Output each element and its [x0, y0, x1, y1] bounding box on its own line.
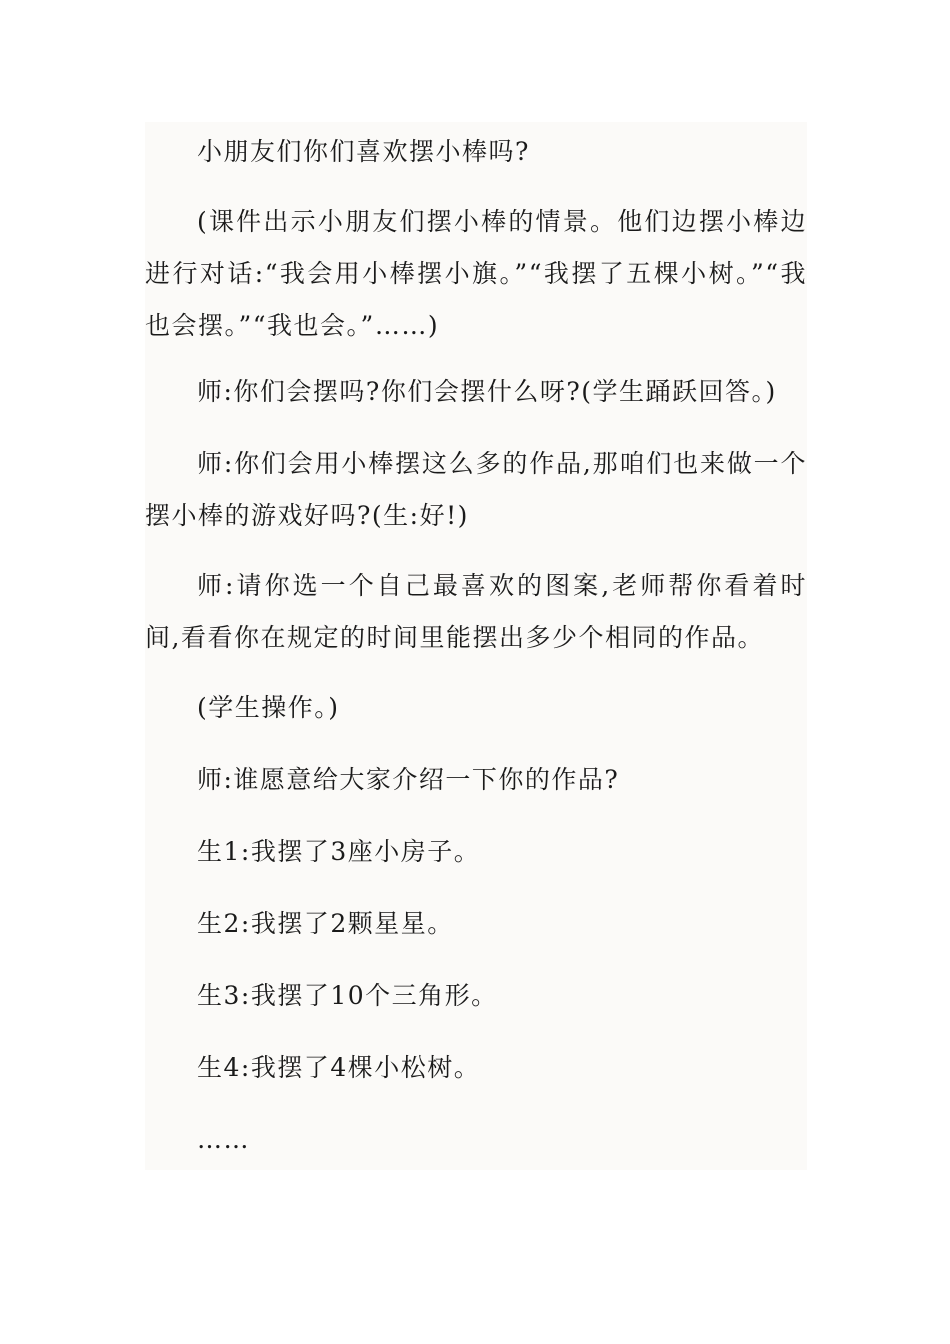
document-body — [145, 122, 807, 1170]
paragraph-student-1: 生1:我摆了3座小房子。 — [197, 837, 481, 866]
paragraph-teacher-introduce: 师:谁愿意给大家介绍一下你的作品? — [197, 765, 620, 794]
paragraph-courseware-scene: (课件出示小朋友们摆小棒的情景。他们边摆小棒边进行对话:“我会用小棒摆小旗。”“我摆了五棵小树。”“我也会摆。”“我也会。”……) — [145, 207, 807, 340]
paragraph-ellipsis: …… — [197, 1125, 250, 1154]
paragraph-student-4: 生4:我摆了4棵小松树。 — [197, 1053, 481, 1082]
paragraph-teacher-question: 师:你们会摆吗?你们会摆什么呀?(学生踊跃回答。) — [197, 377, 777, 406]
paragraph-student-operation: (学生操作。) — [197, 693, 340, 722]
paragraph-student-3: 生3:我摆了10个三角形。 — [197, 981, 498, 1010]
paragraph-teacher-instruction: 师:请你选一个自己最喜欢的图案,老师帮你看着时间,看看你在规定的时间里能摆出多少个相同的作品。 — [145, 571, 807, 652]
paragraph-teacher-game: 师:你们会用小棒摆这么多的作品,那咱们也来做一个摆小棒的游戏好吗?(生:好!) — [145, 449, 807, 530]
paragraph-intro-question: 小朋友们你们喜欢摆小棒吗? — [197, 137, 530, 166]
paragraph-student-2: 生2:我摆了2颗星星。 — [197, 909, 454, 938]
